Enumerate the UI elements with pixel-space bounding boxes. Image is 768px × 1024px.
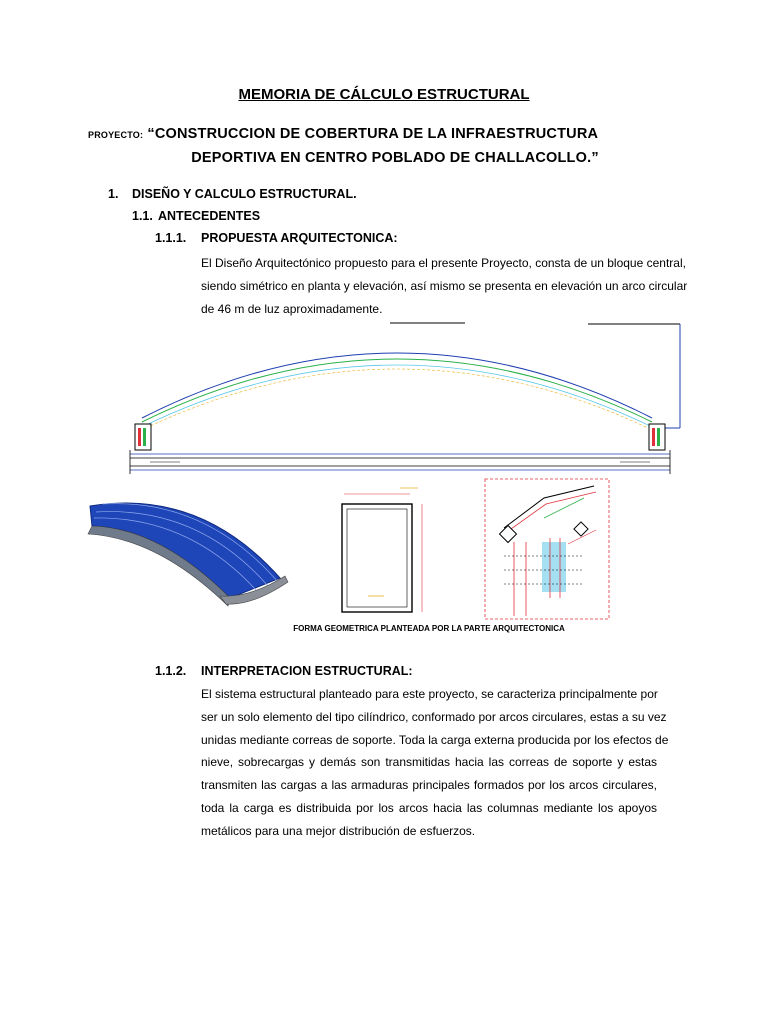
paragraph-line: unidas mediante correas de soporte. Toda la carga externa producida por los efectos de (201, 732, 669, 747)
heading-section-1 (108, 187, 357, 201)
paragraph-line: de 46 m de luz aproximadamente. (201, 301, 383, 316)
heading-text: DISEÑO Y CALCULO ESTRUCTURAL. (132, 187, 357, 201)
paragraph-line: toda la carga es distribuida por los arcos hacia las columnas mediante los apoyos (201, 800, 657, 815)
project-line-1 (88, 126, 598, 142)
heading-number: 1.1.1. (155, 231, 187, 245)
arch-elevation-drawing (120, 318, 690, 478)
heading-section-1-1-2 (155, 664, 413, 678)
paragraph-interpretacion (201, 683, 669, 843)
heading-section-1-1-1 (155, 231, 398, 245)
connection-detail-drawing (484, 478, 610, 620)
paragraph-line: El sistema estructural planteado para este proyecto, se caracteriza principalmente por (201, 687, 658, 701)
roof-3d-render (80, 478, 292, 613)
heading-section-1-1 (132, 209, 260, 223)
section-detail-drawing (338, 480, 438, 618)
heading-text: INTERPRETACION ESTRUCTURAL: (201, 664, 413, 678)
project-label: PROYECTO: (88, 130, 144, 140)
figure-caption: FORMA GEOMETRICA PLANTEADA POR LA PARTE ARQUITECTONICA (293, 624, 565, 633)
paragraph-line: El Diseño Arquitectónico propuesto para el presente Proyecto, consta de un bloque central, (201, 256, 686, 270)
heading-number: 1.1. (132, 209, 153, 223)
heading-text: PROPUESTA ARQUITECTONICA: (201, 231, 398, 245)
paragraph-propuesta (201, 252, 688, 320)
paragraph-line: nieve, sobrecargas y demás son transmitidas hacia las correas de soporte y estas (201, 755, 657, 770)
heading-number: 1. (108, 187, 119, 201)
paragraph-line: metálicos para una mejor distribución de esfuerzos. (201, 823, 476, 838)
heading-number: 1.1.2. (155, 664, 187, 678)
paragraph-line: ser un solo elemento del tipo cilíndrico, conformado por arcos circulares, estas a su vez (201, 709, 667, 724)
project-title-part-1: “CONSTRUCCION DE COBERTURA DE LA INFRAESTRUCTURA (147, 126, 599, 142)
heading-text: ANTECEDENTES (158, 209, 261, 223)
paragraph-line: siendo simétrico en planta y elevación, así mismo se presenta en elevación un arco circular (201, 278, 688, 293)
paragraph-line: transmiten las cargas a las armaduras principales formados por los arcos circulares, (201, 778, 657, 793)
document-title: MEMORIA DE CÁLCULO ESTRUCTURAL (238, 86, 530, 103)
project-title-part-2: DEPORTIVA EN CENTRO POBLADO DE CHALLACOLLO.” (191, 150, 599, 166)
